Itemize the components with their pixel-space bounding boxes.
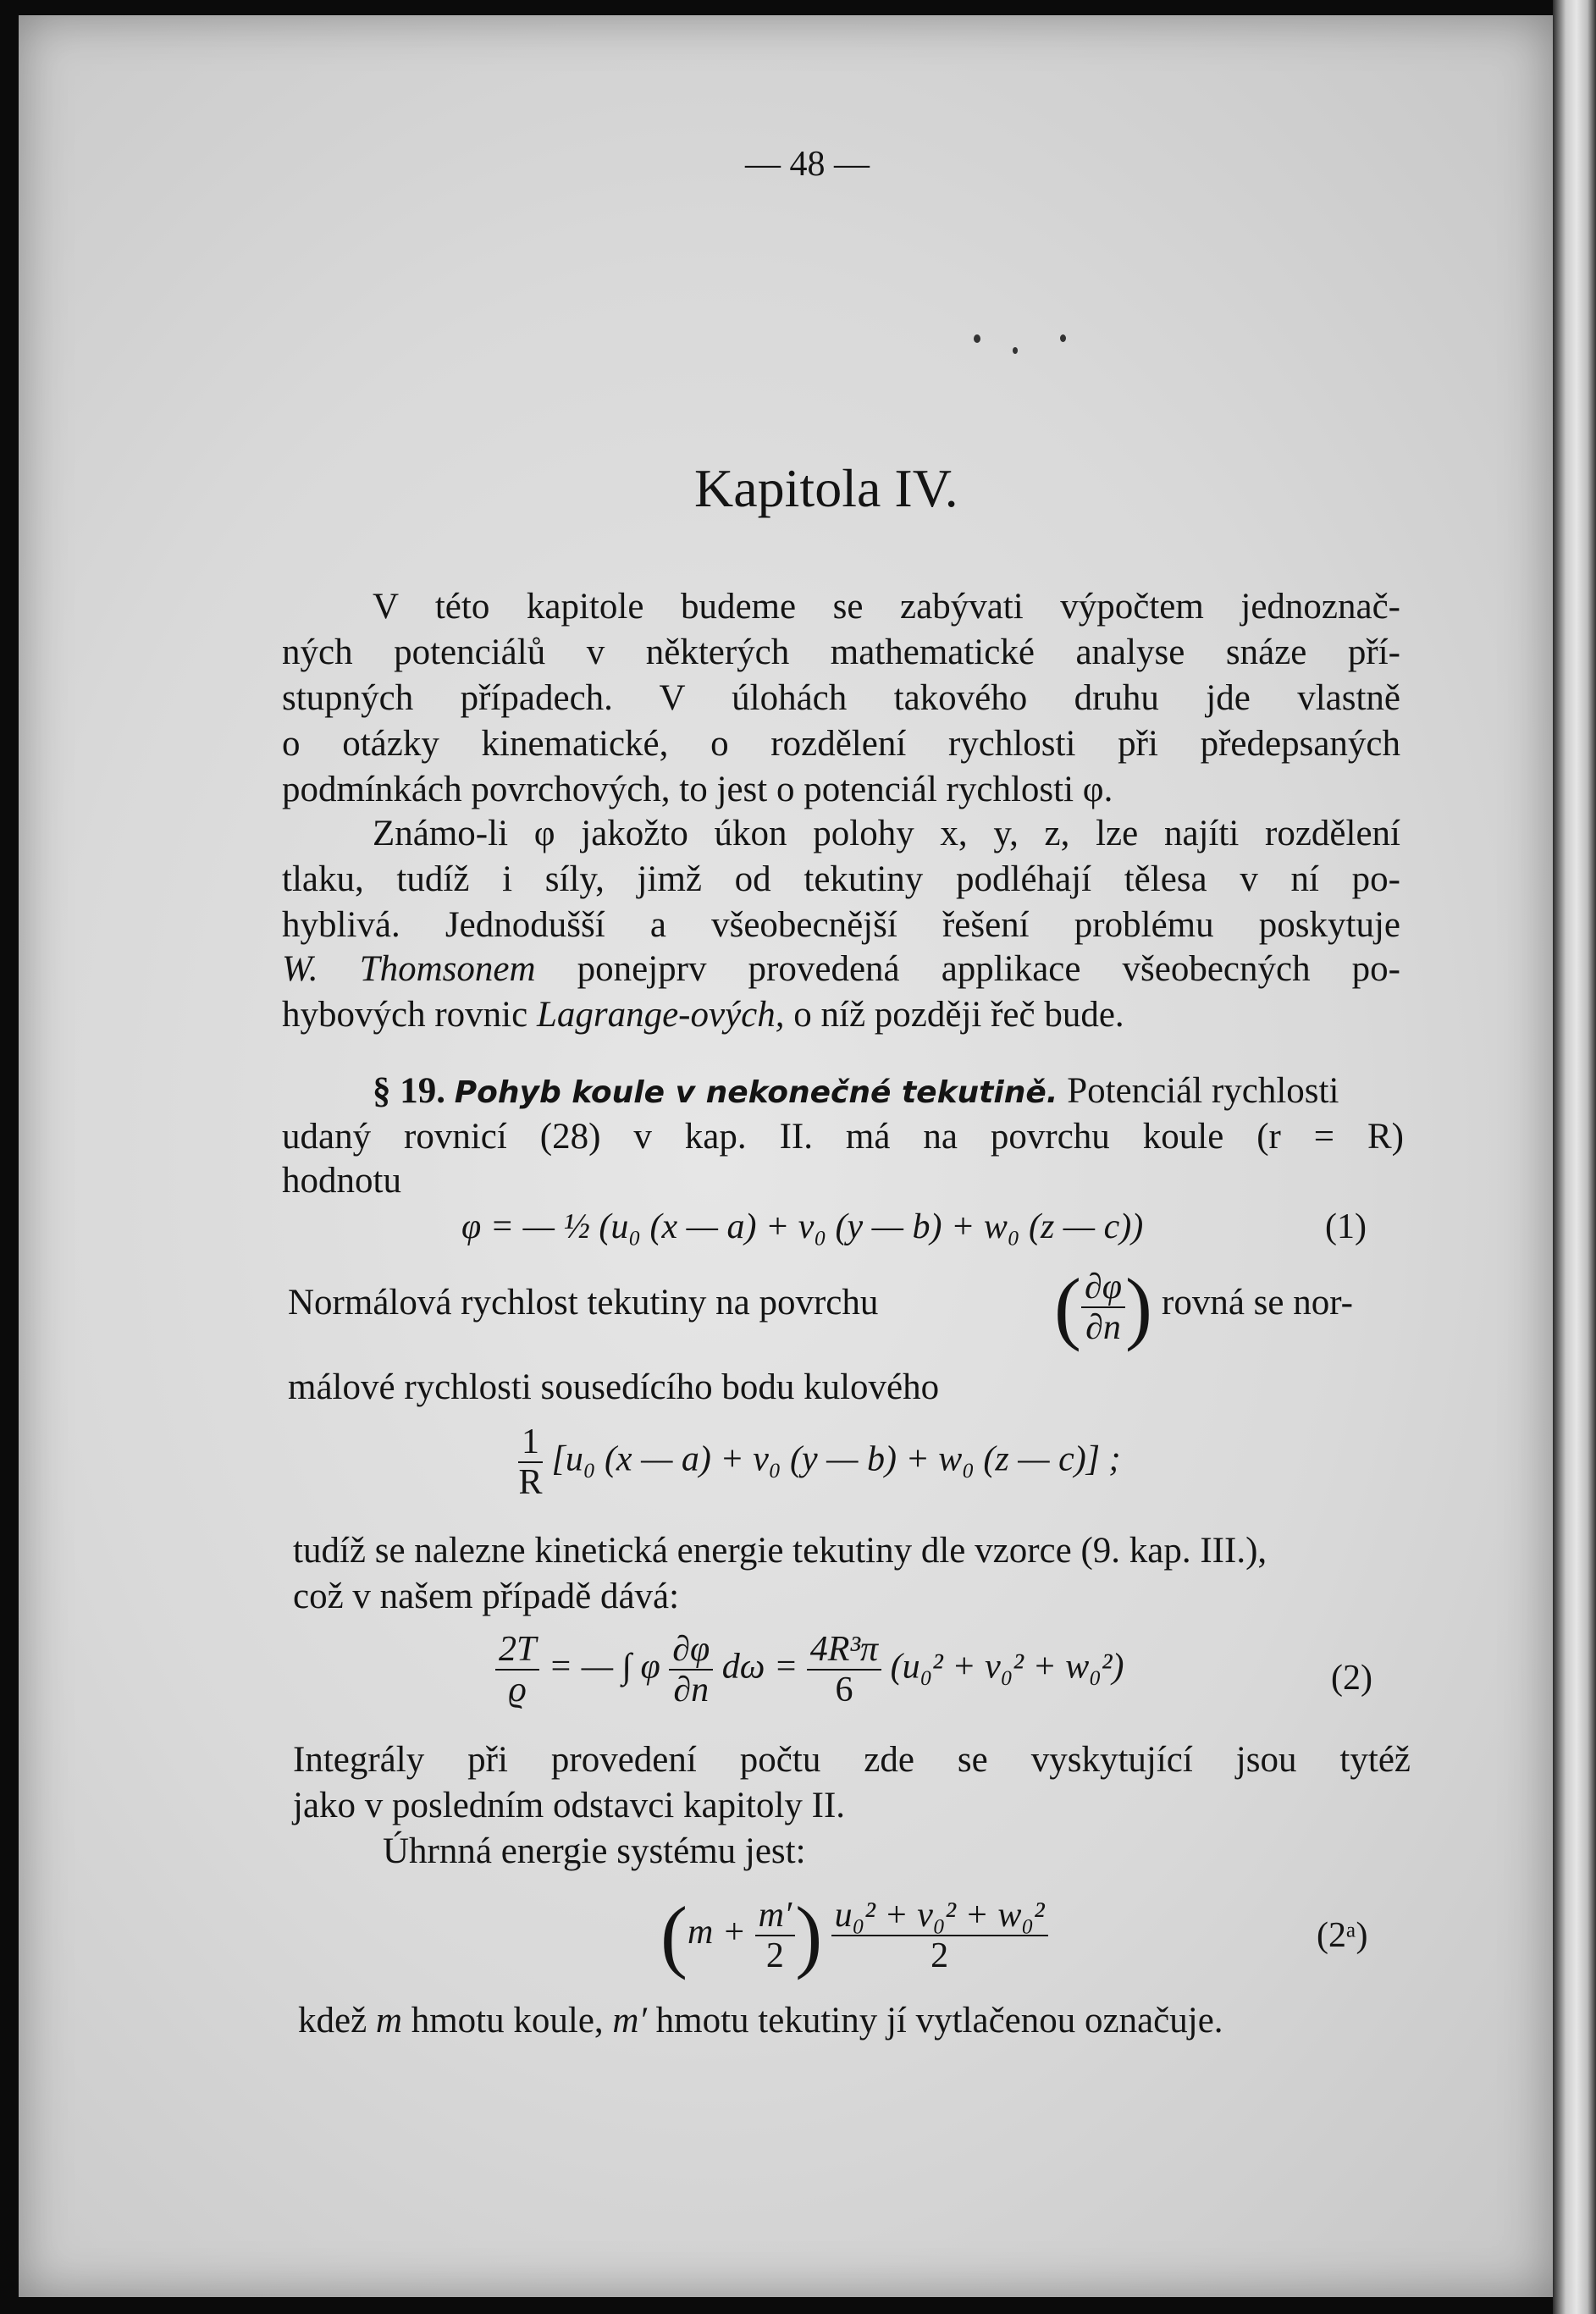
energy-line-1: tudíž se nalezne kinetická energie tekutiny dle vzorce (9. kap. III.), (293, 1531, 1267, 1571)
equation-2a-number: (2ᵃ) (1317, 1916, 1368, 1955)
intro-line-9-rest: ponejprv provedená applikace všeobecných po- (577, 949, 1400, 989)
section-title: Pohyb koule v nekonečné tekutině. (454, 1075, 1058, 1110)
mass-m-prime: m′ (755, 1896, 796, 1936)
dphi-2: ∂φ (669, 1630, 713, 1671)
section-heading (373, 1069, 1339, 1116)
intro-line-6: Známo-li φ jakožto úkon polohy x, y, z, lze najíti rozdělení (373, 814, 1400, 853)
section-line1-rest: Potenciál rychlosti (1067, 1071, 1339, 1111)
final-mid: hmotu koule, (411, 2001, 604, 2041)
normal-line-2: málové rychlosti sousedícího bodu kulového (288, 1367, 940, 1407)
left-paren: ( (1054, 1262, 1081, 1352)
section-line-3: hodnotu (282, 1161, 401, 1201)
lagrange-italic: Lagrange-ových, (536, 995, 785, 1035)
normal-velocity-end: rovná se nor- (1162, 1283, 1354, 1323)
intro-line-4: o otázky kinematické, o rozdělení rychlosti při předepsaných (282, 724, 1400, 764)
mass-m: m + (687, 1913, 747, 1952)
intro-line-9 (282, 947, 1400, 992)
intro-line-10-end: o níž později řeč bude. (793, 995, 1124, 1035)
one: 1 (518, 1422, 543, 1463)
left-paren-2: ( (660, 1890, 688, 1980)
equation-r-body: [u₀ (x — a) + v₀ (y — b) + w₀ (z — c)] ; (551, 1439, 1121, 1479)
four-r-cubed-pi: 4R³π (807, 1630, 881, 1671)
normal-derivative (1054, 1260, 1152, 1354)
section-line-2: udaný rovnicí (28) v kap. II. má na povrchu koule (r = R) (282, 1117, 1404, 1157)
energy-line-2: což v našem případě dává: (293, 1577, 680, 1616)
equation-1: φ = — ½ (u₀ (x — a) + v₀ (y — b) + w₀ (z — c)) (461, 1207, 1144, 1246)
intro-line-10 (282, 992, 1124, 1038)
book-spine-edge (1553, 0, 1596, 2314)
dn-2: ∂n (673, 1671, 710, 1709)
dphi: ∂φ (1081, 1267, 1125, 1308)
final-line (298, 1998, 1223, 2044)
integrals-line-2: jako v posledním odstavci kapitoly II. (293, 1786, 846, 1825)
intro-line-7: tlaku, tudíž i síly, jimž od tekutiny podléhají tělesa v ní po- (282, 859, 1400, 899)
velocity-squares: (u₀² + v₀² + w₀²) (890, 1647, 1124, 1687)
final-m-prime: m′ (612, 2001, 647, 2041)
domega: dω = (721, 1647, 798, 1687)
intro-line-2: ných potenciálů v některých mathematické analyse snáze pří- (282, 632, 1400, 672)
final-end: hmotu tekutiny jí vytlačenou označuje. (655, 2001, 1223, 2041)
rho: ϱ (508, 1671, 527, 1709)
integrals-line-3: Úhrnná energie systému jest: (383, 1831, 806, 1871)
intro-line-8: hyblivá. Jednodušší a všeobecnější řešení problému poskytuje (282, 905, 1400, 945)
equation-r (518, 1422, 1121, 1502)
integrals-line-1: Integrály při provedení počtu zde se vyskytující jsou tytéž (293, 1740, 1411, 1780)
equation-1-number: (1) (1325, 1207, 1367, 1246)
scan-speck (1060, 334, 1066, 342)
intro-line-5: podmínkách povrchových, to jest o potenciál rychlosti φ. (282, 770, 1113, 809)
final-start: kdež (298, 2001, 367, 2041)
final-m: m (375, 2001, 402, 2041)
equation-2 (495, 1630, 1124, 1709)
chapter-title: Kapitola IV. (694, 458, 958, 518)
scan-speck (974, 334, 980, 343)
integral-phi: = — ∫ φ (548, 1647, 660, 1687)
right-paren-2: ) (795, 1890, 823, 1980)
equation-2a (660, 1888, 1048, 1982)
page-number: — 48 — (745, 145, 870, 184)
normal-velocity-start: Normálová rychlost tekutiny na povrchu (288, 1283, 879, 1323)
intro-line-3: stupných případech. V úlohách takového druhu jde vlastně (282, 678, 1400, 718)
equation-2-number: (2) (1331, 1659, 1372, 1698)
two-t: 2T (495, 1630, 539, 1671)
section-number: § 19. (373, 1071, 445, 1111)
right-paren: ) (1124, 1262, 1152, 1352)
two: 2 (765, 1936, 784, 1975)
intro-line-10-start: hybových rovnic (282, 995, 528, 1035)
author-name: W. Thomsonem (282, 949, 536, 989)
intro-line-1: V této kapitole budeme se zabývati výpočtem jednoznač- (373, 587, 1400, 627)
radius: R (518, 1463, 543, 1502)
scan-speck (1013, 347, 1018, 354)
six: 6 (835, 1671, 853, 1709)
dn: ∂n (1085, 1307, 1121, 1347)
velocity-sum: u₀² + v₀² + w₀² (831, 1896, 1048, 1936)
two-b: 2 (931, 1936, 949, 1975)
